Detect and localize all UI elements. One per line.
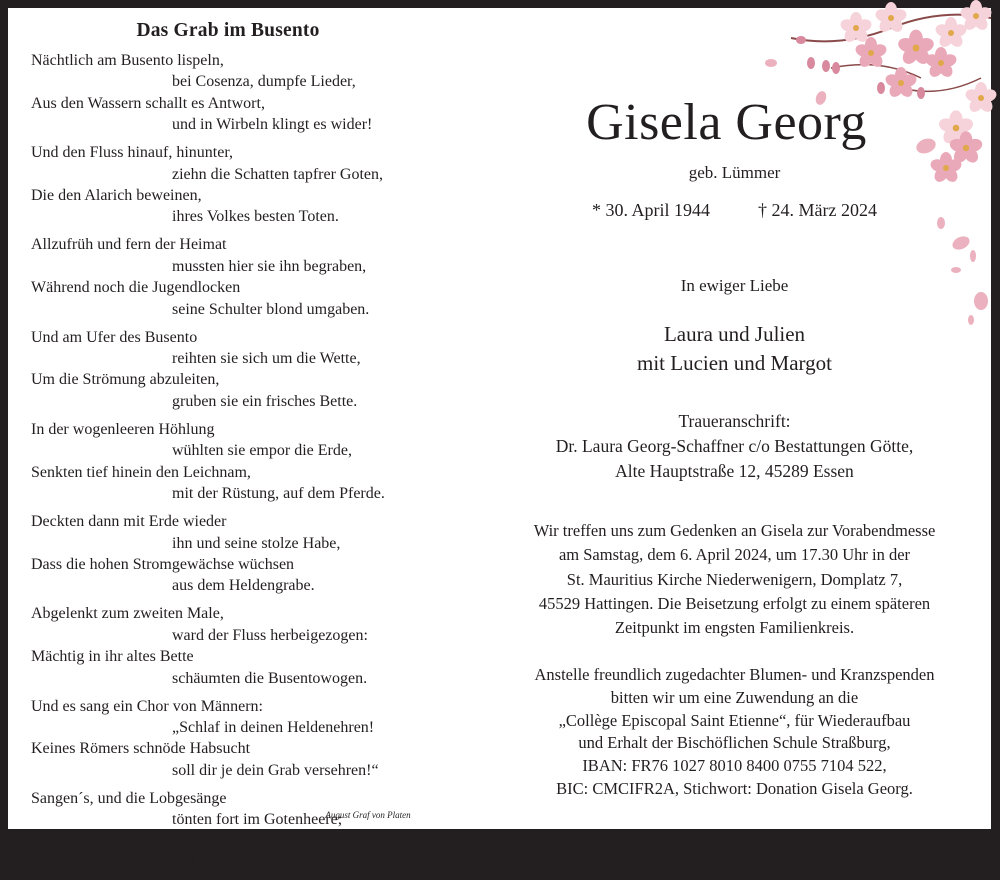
life-dates <box>478 200 991 221</box>
memorial-line: St. Mauritius Kirche Niederwenigern, Domplatz 7, <box>566 569 903 589</box>
poem-stanza <box>31 50 451 136</box>
memorial-line: Wir treffen uns zum Gedenken an Gisela zur Vorabendmesse <box>533 521 936 540</box>
death-date: † 24. März 2024 <box>758 200 877 220</box>
mourning-address <box>478 409 991 484</box>
deceased-name: Gisela Georg <box>586 94 867 151</box>
address-line: Alte Hauptstraße 12, 45289 Essen <box>615 461 854 481</box>
poem-line: schäumten die Busentowogen. <box>172 669 368 687</box>
poem-line: reihten sie sich um die Wette, <box>172 350 361 368</box>
poem-line: soll dir je dein Grab versehren!“ <box>172 761 379 779</box>
address-line: Dr. Laura Georg-Schaffner c/o Bestattungen Götte, <box>555 436 914 456</box>
poem-line: Und den Fluss hinauf, hinunter, <box>31 144 234 162</box>
poem-line: Die den Alarich beweinen, <box>31 187 202 205</box>
poem-line: ihn und seine stolze Habe, <box>172 534 341 552</box>
poem-line: Keines Römers schnöde Habsucht <box>31 740 251 758</box>
donation-line: BIC: CMCIFR2A, Stichwort: Donation Gisela Georg. <box>556 778 913 798</box>
poem-line: Während noch die Jugendlocken <box>31 279 241 297</box>
poem-line: und in Wirbeln klingt es wider! <box>172 116 373 134</box>
poem-stanza <box>31 327 451 413</box>
donation-line: bitten wir um eine Zuwendung an die <box>610 687 859 707</box>
poem-title: Das Grab im Busento <box>136 20 320 41</box>
poem-line: Senkten tief hinein den Leichnam, <box>31 463 251 481</box>
family-line: mit Lucien und Margot <box>637 351 832 375</box>
memorial-line: Zeitpunkt im engsten Familienkreis. <box>614 618 855 638</box>
poem-line: tönten fort im Gotenheere; <box>172 811 343 829</box>
poem-line: mit der Rüstung, auf dem Pferde. <box>172 485 385 503</box>
poem-line: wälze sie von Meer zu Meere! <box>172 853 367 871</box>
poem-line: ward der Fluss herbeigezogen: <box>172 626 368 644</box>
dedication: In ewiger Liebe <box>680 276 789 295</box>
poem-line: aus dem Heldengrabe. <box>172 577 315 595</box>
address-line: Traueranschrift: <box>678 411 791 431</box>
poem-line: Mächtig in ihr altes Bette <box>31 648 194 666</box>
poem-line: Aus den Wassern schallt es Antwort, <box>31 94 265 112</box>
poem-line: wühlten sie empor die Erde, <box>172 442 352 460</box>
poem-line: In der wogenleeren Höhlung <box>31 420 215 438</box>
birth-date: * 30. April 1944 <box>592 200 711 220</box>
poem-stanza <box>31 234 451 320</box>
poem-line: Nächtlich am Busento lispeln, <box>31 52 224 69</box>
donation-notice <box>478 664 991 801</box>
maiden-name: geb. Lümmer <box>688 163 781 182</box>
poem-stanza <box>31 603 451 689</box>
poem-line: Deckten dann mit Erde wieder <box>31 513 227 531</box>
family-line: Laura und Julien <box>663 322 806 346</box>
poem-stanza <box>31 142 451 228</box>
obituary-card <box>8 8 991 871</box>
poem-line: Allzufrüh und fern der Heimat <box>31 236 227 254</box>
poem-stanza <box>31 511 451 597</box>
poem-line: Sangen´s, und die Lobgesänge <box>31 789 227 807</box>
donation-line: Anstelle freundlich zugedachter Blumen- und Kranzspenden <box>534 665 935 684</box>
poem-line: mussten hier sie ihn begraben, <box>172 257 367 275</box>
poem-line: bei Cosenza, dumpfe Lieder, <box>172 73 356 91</box>
poem-line: ziehn die Schatten tapfrer Goten, <box>172 165 384 183</box>
memorial-line: 45529 Hattingen. Die Beisetzung erfolgt zu einem späteren <box>538 593 931 613</box>
poem-line: ihres Volkes besten Toten. <box>172 208 339 226</box>
donation-line: IBAN: FR76 1027 8010 8400 0755 7104 522, <box>582 756 887 776</box>
donation-line: und Erhalt der Bischöflichen Schule Straßburg, <box>578 733 891 753</box>
family-names <box>478 320 991 378</box>
memorial-line: am Samstag, dem 6. April 2024, um 17.30 Uhr in der <box>558 545 911 565</box>
poem-line: Abgelenkt zum zweiten Male, <box>31 605 224 623</box>
poem-line: Um die Strömung abzuleiten, <box>31 371 220 389</box>
poem-line: Und am Ufer des Busento <box>31 328 198 346</box>
poem-line: Wälze sie, Busentowelle, <box>31 832 193 850</box>
donation-line: „Collège Episcopal Saint Etienne“, für Wiederaufbau <box>558 710 911 730</box>
poem-body <box>31 50 451 880</box>
poem-stanza <box>31 419 451 505</box>
poem-stanza <box>31 696 451 782</box>
memorial-notice <box>478 519 991 640</box>
poem-author: August Graf von Platen <box>325 810 411 820</box>
poem-line: Und es sang ein Chor von Männern: <box>31 697 263 715</box>
poem-line: seine Schulter blond umgaben. <box>172 300 370 318</box>
poem-line: Dass die hohen Stromgewächse wüchsen <box>31 555 295 573</box>
poem-line: „Schlaf in deinen Heldenehren! <box>172 718 375 736</box>
poem-line: gruben sie ein frisches Bette. <box>172 392 358 410</box>
poem-stanza <box>31 788 451 874</box>
